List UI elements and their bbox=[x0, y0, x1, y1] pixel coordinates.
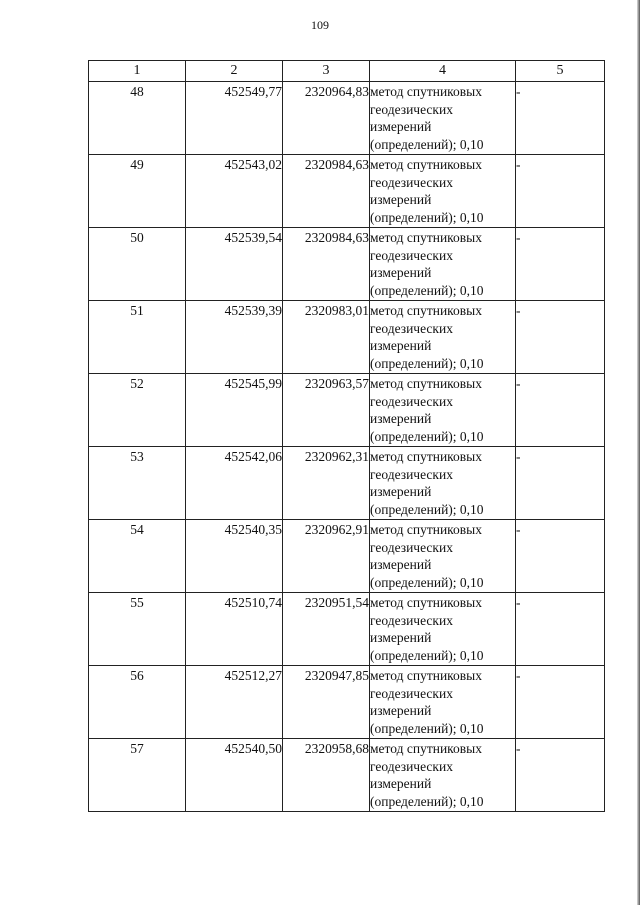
point-number-cell: 51 bbox=[89, 301, 186, 374]
method-line: (определений); 0,10 bbox=[370, 501, 484, 517]
table-row bbox=[89, 520, 605, 593]
method-line: метод спутниковых bbox=[370, 668, 482, 683]
method-cell bbox=[370, 739, 516, 812]
note-cell: - bbox=[516, 374, 605, 447]
method-line: измерений bbox=[370, 192, 432, 208]
note-cell: - bbox=[516, 82, 605, 155]
table-row bbox=[89, 228, 605, 301]
method-line: измерений bbox=[370, 557, 432, 573]
note-cell: - bbox=[516, 739, 605, 812]
note-cell: - bbox=[516, 666, 605, 739]
x-coordinate-cell: 452545,99 bbox=[186, 374, 283, 447]
y-coordinate-cell: 2320951,54 bbox=[283, 593, 370, 666]
column-header-3: 3 bbox=[283, 61, 370, 82]
method-cell bbox=[370, 666, 516, 739]
method-line: метод спутниковых bbox=[370, 230, 482, 245]
method-line: (определений); 0,10 bbox=[370, 282, 484, 298]
note-cell: - bbox=[516, 520, 605, 593]
table-row bbox=[89, 374, 605, 447]
method-line: геодезических bbox=[370, 758, 453, 774]
y-coordinate-cell: 2320964,83 bbox=[283, 82, 370, 155]
method-line: измерений bbox=[370, 630, 432, 646]
method-line: метод спутниковых bbox=[370, 449, 482, 464]
column-header-2: 2 bbox=[186, 61, 283, 82]
method-line: метод спутниковых bbox=[370, 84, 482, 99]
table-row bbox=[89, 82, 605, 155]
method-line: метод спутниковых bbox=[370, 595, 482, 610]
method-line: геодезических bbox=[370, 101, 453, 117]
y-coordinate-cell: 2320963,57 bbox=[283, 374, 370, 447]
point-number-cell: 52 bbox=[89, 374, 186, 447]
table-row bbox=[89, 666, 605, 739]
point-number-cell: 49 bbox=[89, 155, 186, 228]
method-line: геодезических bbox=[370, 393, 453, 409]
method-cell bbox=[370, 447, 516, 520]
method-line: измерений bbox=[370, 484, 432, 500]
note-cell: - bbox=[516, 301, 605, 374]
method-line: геодезических bbox=[370, 539, 453, 555]
x-coordinate-cell: 452540,50 bbox=[186, 739, 283, 812]
method-line: метод спутниковых bbox=[370, 741, 482, 756]
point-number-cell: 53 bbox=[89, 447, 186, 520]
method-line: измерений bbox=[370, 776, 432, 792]
method-cell bbox=[370, 82, 516, 155]
note-cell: - bbox=[516, 447, 605, 520]
y-coordinate-cell: 2320947,85 bbox=[283, 666, 370, 739]
y-coordinate-cell: 2320984,63 bbox=[283, 228, 370, 301]
method-line: метод спутниковых bbox=[370, 376, 482, 391]
method-cell bbox=[370, 593, 516, 666]
coordinates-table bbox=[88, 60, 605, 812]
x-coordinate-cell: 452549,77 bbox=[186, 82, 283, 155]
method-line: (определений); 0,10 bbox=[370, 647, 484, 663]
method-line: (определений); 0,10 bbox=[370, 793, 484, 809]
note-cell: - bbox=[516, 593, 605, 666]
method-cell bbox=[370, 374, 516, 447]
point-number-cell: 54 bbox=[89, 520, 186, 593]
point-number-cell: 48 bbox=[89, 82, 186, 155]
table-row bbox=[89, 739, 605, 812]
point-number-cell: 55 bbox=[89, 593, 186, 666]
x-coordinate-cell: 452540,35 bbox=[186, 520, 283, 593]
column-header-4: 4 bbox=[370, 61, 516, 82]
y-coordinate-cell: 2320958,68 bbox=[283, 739, 370, 812]
point-number-cell: 50 bbox=[89, 228, 186, 301]
x-coordinate-cell: 452543,02 bbox=[186, 155, 283, 228]
method-line: геодезических bbox=[370, 685, 453, 701]
method-line: (определений); 0,10 bbox=[370, 574, 484, 590]
y-coordinate-cell: 2320983,01 bbox=[283, 301, 370, 374]
point-number-cell: 56 bbox=[89, 666, 186, 739]
method-line: (определений); 0,10 bbox=[370, 428, 484, 444]
method-cell bbox=[370, 301, 516, 374]
method-line: (определений); 0,10 bbox=[370, 136, 484, 152]
method-line: метод спутниковых bbox=[370, 522, 482, 537]
method-line: (определений); 0,10 bbox=[370, 355, 484, 371]
point-number-cell: 57 bbox=[89, 739, 186, 812]
method-line: измерений bbox=[370, 703, 432, 719]
method-line: геодезических bbox=[370, 612, 453, 628]
y-coordinate-cell: 2320962,91 bbox=[283, 520, 370, 593]
header-row bbox=[89, 61, 605, 82]
table-row bbox=[89, 155, 605, 228]
table-row bbox=[89, 447, 605, 520]
x-coordinate-cell: 452542,06 bbox=[186, 447, 283, 520]
table-row bbox=[89, 301, 605, 374]
method-line: геодезических bbox=[370, 174, 453, 190]
method-line: метод спутниковых bbox=[370, 303, 482, 318]
x-coordinate-cell: 452512,27 bbox=[186, 666, 283, 739]
x-coordinate-cell: 452539,54 bbox=[186, 228, 283, 301]
x-coordinate-cell: 452510,74 bbox=[186, 593, 283, 666]
method-cell bbox=[370, 155, 516, 228]
method-cell bbox=[370, 520, 516, 593]
method-line: метод спутниковых bbox=[370, 157, 482, 172]
method-line: геодезических bbox=[370, 466, 453, 482]
table-body bbox=[89, 82, 605, 812]
method-line: измерений bbox=[370, 119, 432, 135]
y-coordinate-cell: 2320984,63 bbox=[283, 155, 370, 228]
note-cell: - bbox=[516, 155, 605, 228]
method-line: измерений bbox=[370, 411, 432, 427]
y-coordinate-cell: 2320962,31 bbox=[283, 447, 370, 520]
method-line: геодезических bbox=[370, 320, 453, 336]
page-number: 109 bbox=[311, 18, 329, 32]
method-line: (определений); 0,10 bbox=[370, 720, 484, 736]
column-header-5: 5 bbox=[516, 61, 605, 82]
method-line: измерений bbox=[370, 338, 432, 354]
method-line: (определений); 0,10 bbox=[370, 209, 484, 225]
note-cell: - bbox=[516, 228, 605, 301]
column-header-1: 1 bbox=[89, 61, 186, 82]
x-coordinate-cell: 452539,39 bbox=[186, 301, 283, 374]
method-line: геодезических bbox=[370, 247, 453, 263]
method-line: измерений bbox=[370, 265, 432, 281]
method-cell bbox=[370, 228, 516, 301]
table-row bbox=[89, 593, 605, 666]
